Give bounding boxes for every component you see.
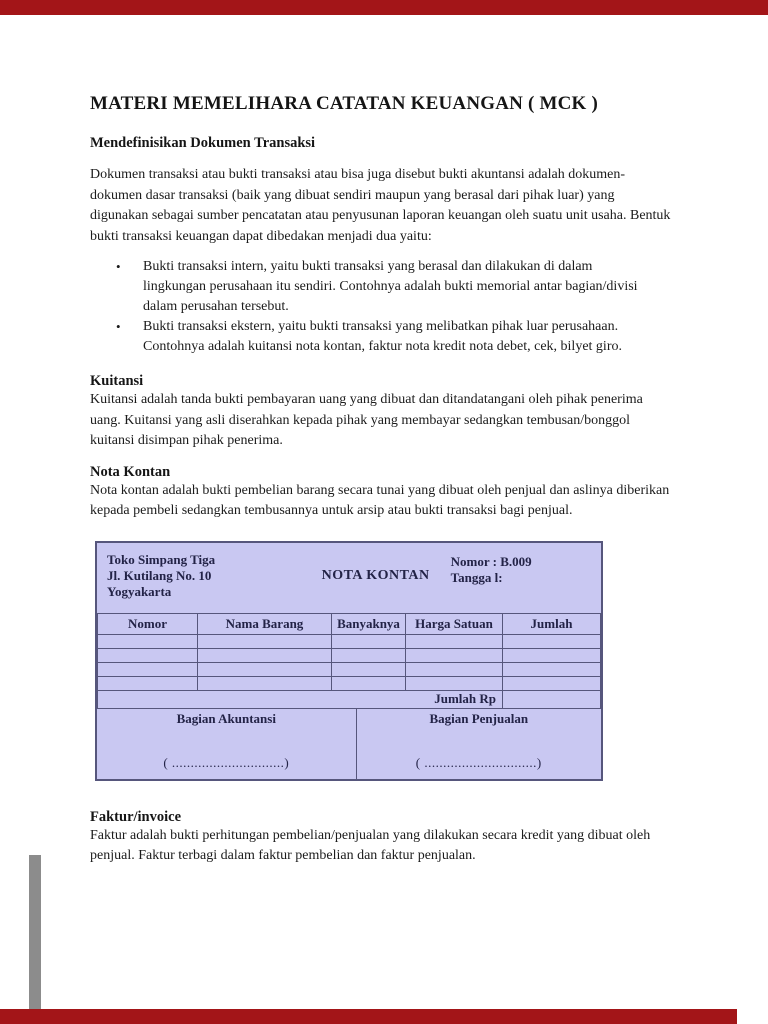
nota-kontan-form <box>95 541 603 781</box>
column-header-banyaknya: Banyaknya <box>332 613 406 634</box>
total-row <box>98 690 601 708</box>
nota-nomor: Nomor : B.009 <box>450 553 532 569</box>
total-label: Jumlah Rp <box>98 690 503 708</box>
bagian-akuntansi-cell <box>97 709 357 779</box>
nota-form-title: NOTA KONTAN <box>321 567 430 583</box>
page-title: MATERI MEMELIHARA CATATAN KEUANGAN ( MCK ) <box>90 93 599 114</box>
bullet-text-ekstern: Bukti transaksi ekstern, yaitu bukti transaksi yang melibatkan pihak luar perusahaan. Contohnya adalah kuitansi nota kontan, faktur nota kredit nota debet, cek, bilyet giro. <box>143 319 622 354</box>
empty-cell <box>406 648 503 662</box>
empty-cell <box>503 648 601 662</box>
empty-cell <box>98 662 198 676</box>
list-item <box>90 257 672 317</box>
intro-paragraph: Dokumen transaksi atau bukti transaksi atau bisa juga disebut bukti akuntansi adalah dokumen-dokumen dasar transaksi (baik yang dibuat sendiri maupun yang berasal dari pihak luar) yang digunakan sebagai sumber pencatatan atau penyusunan laporan keuangan oleh suatu unit usaha. Bentuk bukti transaksi keuangan dapat dibedakan menjadi dua yaitu: <box>90 167 671 244</box>
store-info <box>107 552 301 607</box>
left-gray-bar <box>29 855 41 1009</box>
empty-cell <box>406 634 503 648</box>
section-heading-kuitansi: Kuitansi <box>90 373 144 389</box>
empty-cell <box>332 634 406 648</box>
empty-cell <box>503 676 601 690</box>
section-heading-dokumen-transaksi: Mendefinisikan Dokumen Transaksi <box>90 135 316 151</box>
section-heading-nota-kontan: Nota Kontan <box>90 463 171 480</box>
store-city: Yogyakarta <box>107 583 172 599</box>
faktur-paragraph: Faktur adalah bukti perhitungan pembelian/penjualan yang dilakukan secara kredit yang dibuat oleh penjual. Faktur terbagi dalam faktur pembelian dan faktur penjualan. <box>90 827 651 863</box>
column-header-jumlah: Jumlah <box>503 613 601 634</box>
bullet-marker: • <box>116 319 121 334</box>
store-street: Jl. Kutilang No. 10 <box>107 567 212 583</box>
nota-items-table <box>97 613 601 709</box>
empty-cell <box>198 662 332 676</box>
list-item <box>90 317 672 357</box>
empty-cell <box>332 676 406 690</box>
document-page <box>90 0 672 867</box>
empty-cell <box>503 634 601 648</box>
nota-form-footer <box>97 709 601 779</box>
empty-cell <box>198 676 332 690</box>
signature-placeholder: ( ..............................) <box>415 754 542 770</box>
table-header-row <box>98 613 601 634</box>
table-row <box>98 662 601 676</box>
nota-form-meta <box>451 552 591 607</box>
bagian-akuntansi-label: Bagian Akuntansi <box>176 710 276 726</box>
empty-cell <box>98 634 198 648</box>
total-value-cell <box>503 690 601 708</box>
table-row <box>98 648 601 662</box>
bullet-text-intern: Bukti transaksi intern, yaitu bukti transaksi yang berasal dan dilakukan di dalam lingkungan perusahaan itu sendiri. Contohnya adalah bukti memorial antar bagian/divisi dalam perusahan tersebut. <box>143 259 638 314</box>
empty-cell <box>98 648 198 662</box>
bottom-red-bar <box>0 1009 737 1024</box>
bullet-marker: • <box>116 259 121 274</box>
empty-cell <box>332 662 406 676</box>
nota-tanggal: Tangga l: <box>450 569 503 585</box>
empty-cell <box>503 662 601 676</box>
section-heading-faktur: Faktur/invoice <box>90 808 182 825</box>
empty-cell <box>406 676 503 690</box>
table-row <box>98 676 601 690</box>
kuitansi-paragraph: Kuitansi adalah tanda bukti pembayaran uang yang dibuat dan ditandatangani oleh pihak penerima uang. Kuitansi yang asli diserahkan kepada pihak yang membayar sedangkan tembusan/bonggol kuitansi disimpan pihak penerima. <box>90 392 643 448</box>
nota-kontan-paragraph: Nota kontan adalah bukti pembelian barang secara tunai yang dibuat oleh penjual dan aslinya diberikan kepada pembeli sedangkan tembusannya untuk arsip atau bukti transaksi bagi penjual. <box>90 482 670 518</box>
empty-cell <box>198 648 332 662</box>
empty-cell <box>332 648 406 662</box>
bullet-list <box>90 257 672 357</box>
empty-cell <box>198 634 332 648</box>
table-row <box>98 634 601 648</box>
store-name: Toko Simpang Tiga <box>107 551 216 567</box>
column-header-harga-satuan: Harga Satuan <box>406 613 503 634</box>
column-header-nomor: Nomor <box>98 613 198 634</box>
empty-cell <box>98 676 198 690</box>
column-header-nama-barang: Nama Barang <box>198 613 332 634</box>
signature-placeholder: ( ..............................) <box>163 754 290 770</box>
bagian-penjualan-label: Bagian Penjualan <box>429 710 529 726</box>
empty-cell <box>406 662 503 676</box>
bagian-penjualan-cell <box>357 709 601 779</box>
nota-form-header <box>97 543 601 613</box>
